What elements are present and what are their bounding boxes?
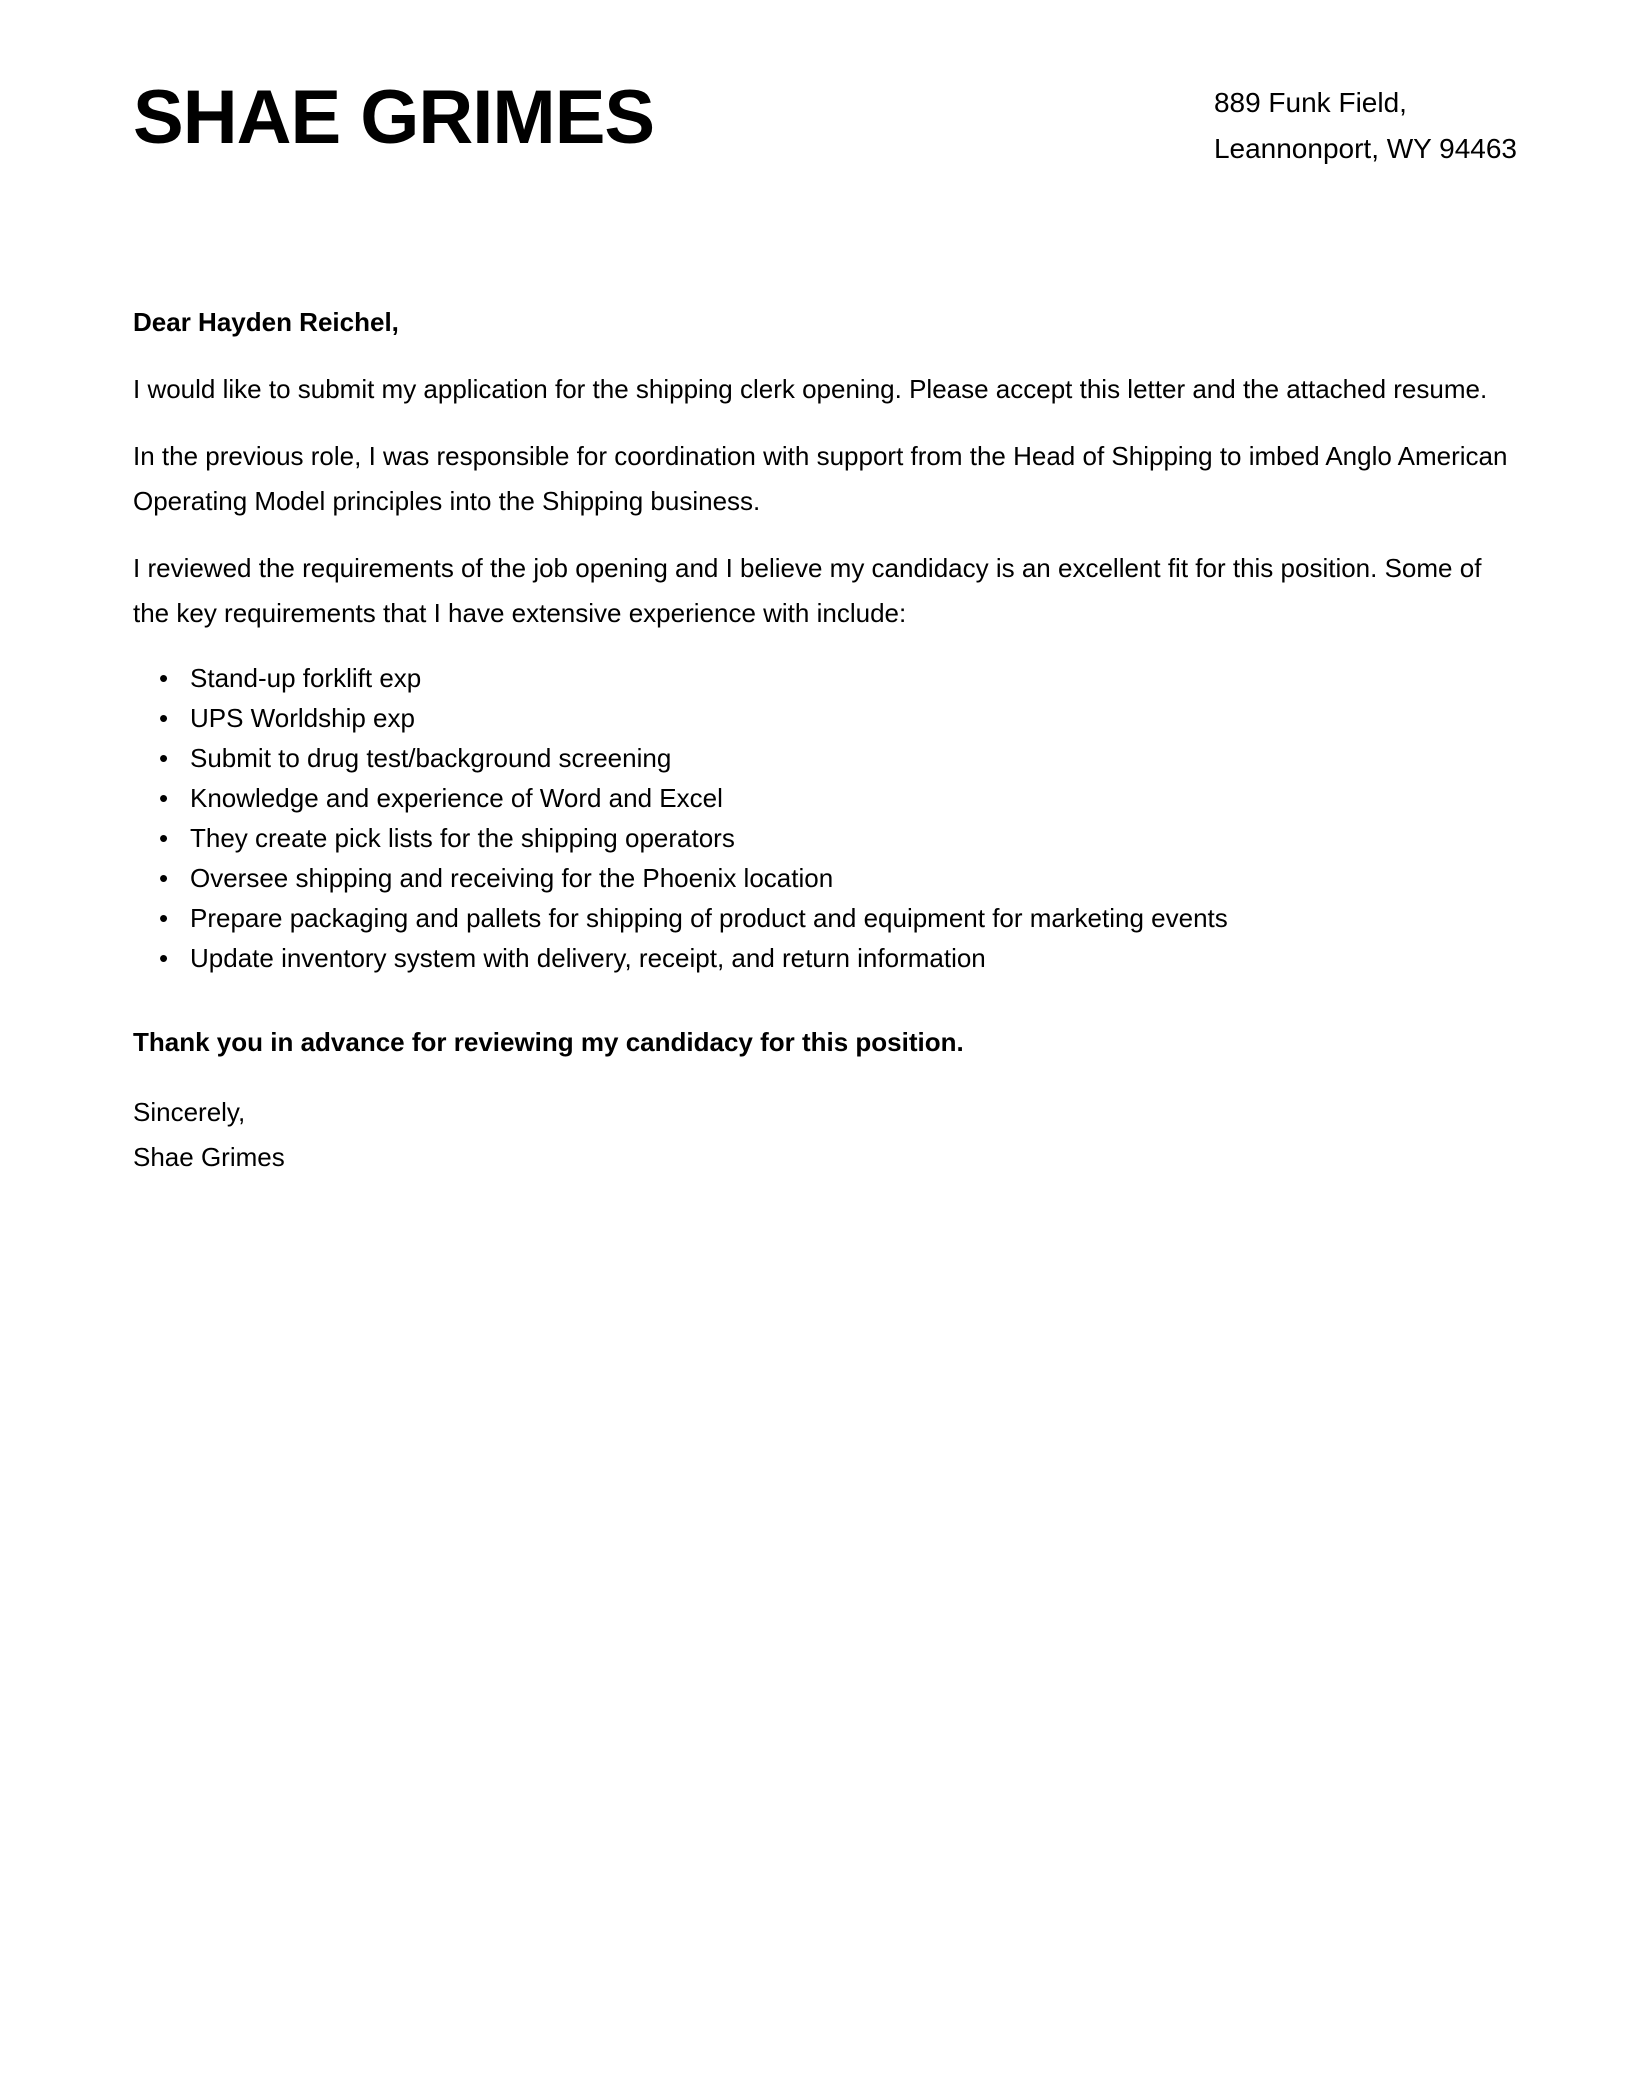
thank-you-line: Thank you in advance for reviewing my candidacy for this position. [133, 1027, 964, 1057]
signature-name: Shae Grimes [133, 1142, 285, 1172]
requirement-item: • Oversee shipping and receiving for the Phoenix location [133, 858, 1517, 898]
paragraph-previous-role: In the previous role, I was responsible for coordination with support from the Head of Shipping to imbed Anglo American Operating Model principles into the Shipping business. [133, 441, 1508, 516]
requirement-item: • Knowledge and experience of Word and Excel [133, 778, 1517, 818]
closing-salutation: Sincerely, [133, 1097, 246, 1127]
sender-name: SHAE GRIMES [133, 75, 655, 160]
paragraph-intro: I would like to submit my application for the shipping clerk opening. Please accept this letter and the attached resume. [133, 374, 1488, 404]
requirement-item: • Update inventory system with delivery, receipt, and return information [133, 938, 1517, 978]
closing-block [133, 1090, 1517, 1180]
requirements-list [133, 658, 1517, 978]
requirement-item: • Submit to drug test/background screening [133, 738, 1517, 778]
requirement-item: • Stand-up forklift exp [133, 658, 1517, 698]
greeting: Dear Hayden Reichel, [133, 307, 399, 337]
letter-header [133, 75, 1517, 172]
requirement-item: • UPS Worldship exp [133, 698, 1517, 738]
address-line-2: Leannonport, WY 94463 [1213, 133, 1517, 164]
address-line-1: 889 Funk Field, [1213, 87, 1407, 118]
letter-body [133, 300, 1517, 1180]
requirement-item: • Prepare packaging and pallets for shipping of product and equipment for marketing events [133, 898, 1517, 938]
paragraph-requirements-lead: I reviewed the requirements of the job opening and I believe my candidacy is an excellent fit for this position. Some of the key requirements that I have extensive experience with include: [133, 553, 1482, 628]
sender-address [1214, 80, 1517, 172]
requirement-item: • They create pick lists for the shipping operators [133, 818, 1517, 858]
